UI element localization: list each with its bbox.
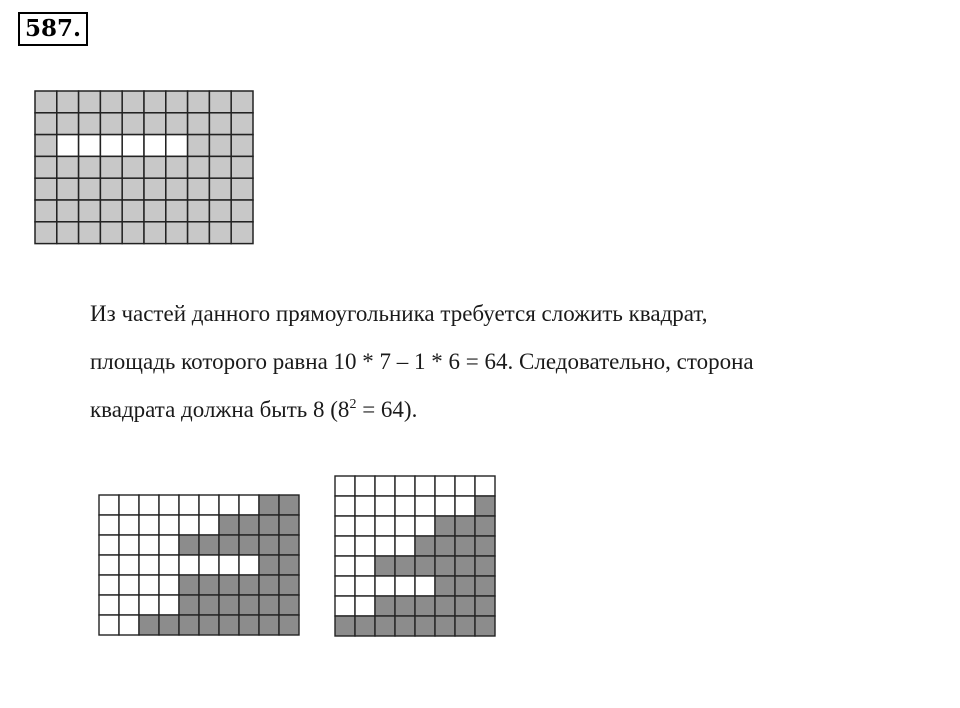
grid-cell-white bbox=[119, 575, 139, 595]
grid-cell-dark bbox=[435, 556, 455, 576]
grid-cell-white bbox=[100, 135, 122, 157]
grid-cell-grey bbox=[100, 156, 122, 178]
grid-cell-white bbox=[79, 135, 101, 157]
grid-cell-dark bbox=[475, 556, 495, 576]
grid-cell-dark bbox=[259, 535, 279, 555]
grid-cell-grey bbox=[144, 222, 166, 244]
grid-cell-white bbox=[119, 495, 139, 515]
grid-cell-dark bbox=[475, 536, 495, 556]
grid-cell-white bbox=[335, 576, 355, 596]
grid-cell-grey bbox=[166, 91, 188, 113]
grid-cell-grey bbox=[122, 91, 144, 113]
grid-cell-dark bbox=[279, 515, 299, 535]
grid-cell-dark bbox=[435, 596, 455, 616]
grid-cell-dark bbox=[395, 556, 415, 576]
grid-cell-white bbox=[335, 596, 355, 616]
grid-cell-white bbox=[395, 476, 415, 496]
solution-line-3 bbox=[90, 386, 930, 434]
grid-cell-dark bbox=[279, 575, 299, 595]
grid-cell-dark bbox=[159, 615, 179, 635]
grid-cell-grey bbox=[188, 222, 210, 244]
grid-cell-grey bbox=[35, 91, 57, 113]
grid-cell-grey bbox=[231, 156, 253, 178]
grid-cell-dark bbox=[279, 615, 299, 635]
grid-cell-dark bbox=[375, 556, 395, 576]
grid-cell-dark bbox=[355, 616, 375, 636]
grid-cell-dark bbox=[219, 615, 239, 635]
grid-cell-white bbox=[355, 476, 375, 496]
grid-cell-white bbox=[122, 135, 144, 157]
grid-cell-grey bbox=[188, 135, 210, 157]
grid-cell-dark bbox=[279, 595, 299, 615]
grid-cell-dark bbox=[475, 576, 495, 596]
grid-cell-grey bbox=[122, 222, 144, 244]
grid-cell-grey bbox=[231, 222, 253, 244]
grid-cell-dark bbox=[415, 596, 435, 616]
grid-cell-white bbox=[335, 536, 355, 556]
grid-cell-white bbox=[119, 535, 139, 555]
grid-cell-white bbox=[455, 496, 475, 516]
grid-cell-grey bbox=[188, 113, 210, 135]
grid-cell-grey bbox=[122, 156, 144, 178]
grid-cell-grey bbox=[188, 156, 210, 178]
grid-cell-dark bbox=[239, 515, 259, 535]
grid-cell-grey bbox=[209, 156, 231, 178]
grid-cell-white bbox=[335, 476, 355, 496]
grid-cell-grey bbox=[209, 91, 231, 113]
problem-number: 587. bbox=[18, 12, 88, 46]
grid-cell-grey bbox=[122, 178, 144, 200]
grid-cell-dark bbox=[455, 536, 475, 556]
grid-cell-grey bbox=[35, 200, 57, 222]
grid-cell-dark bbox=[435, 576, 455, 596]
grid-cell-dark bbox=[199, 615, 219, 635]
grid-cell-dark bbox=[219, 535, 239, 555]
grid-cell-grey bbox=[166, 156, 188, 178]
grid-cell-grey bbox=[209, 113, 231, 135]
grid-cell-dark bbox=[375, 596, 395, 616]
grid-cell-grey bbox=[79, 178, 101, 200]
grid-cell-white bbox=[166, 135, 188, 157]
grid-cell-grey bbox=[209, 200, 231, 222]
grid-cell-grey bbox=[57, 178, 79, 200]
grid-cell-white bbox=[375, 576, 395, 596]
grid-cell-white bbox=[335, 496, 355, 516]
grid-cell-white bbox=[455, 476, 475, 496]
grid-cell-grey bbox=[100, 178, 122, 200]
grid-cell-grey bbox=[231, 113, 253, 135]
grid-cell-white bbox=[335, 556, 355, 576]
grid-cell-grey bbox=[79, 200, 101, 222]
grid-cell-white bbox=[159, 595, 179, 615]
grid-cell-grey bbox=[100, 200, 122, 222]
grid-cell-white bbox=[415, 576, 435, 596]
grid-cell-white bbox=[355, 576, 375, 596]
solution-line-1: Из частей данного прямоугольника требуется сложить квадрат, bbox=[90, 301, 708, 326]
cut-rectangle-figure bbox=[98, 494, 302, 638]
grid-cell-dark bbox=[239, 615, 259, 635]
grid-cell-grey bbox=[79, 91, 101, 113]
grid-cell-grey bbox=[188, 91, 210, 113]
grid-cell-white bbox=[57, 135, 79, 157]
grid-cell-white bbox=[119, 595, 139, 615]
grid-cell-grey bbox=[144, 156, 166, 178]
grid-cell-dark bbox=[395, 616, 415, 636]
exponent: 2 bbox=[349, 397, 357, 412]
grid-cell-white bbox=[119, 555, 139, 575]
grid-cell-dark bbox=[139, 615, 159, 635]
grid-cell-white bbox=[99, 555, 119, 575]
grid-cell-white bbox=[355, 516, 375, 536]
grid-cell-white bbox=[139, 555, 159, 575]
original-rectangle-figure bbox=[34, 90, 256, 245]
grid-cell-dark bbox=[259, 555, 279, 575]
grid-cell-grey bbox=[79, 222, 101, 244]
grid-cell-dark bbox=[239, 595, 259, 615]
grid-cell-dark bbox=[435, 616, 455, 636]
grid-cell-white bbox=[159, 575, 179, 595]
grid-cell-white bbox=[335, 516, 355, 536]
grid-cell-white bbox=[239, 495, 259, 515]
grid-cell-dark bbox=[279, 535, 299, 555]
grid-cell-dark bbox=[259, 595, 279, 615]
grid-cell-grey bbox=[166, 200, 188, 222]
grid-cell-dark bbox=[455, 556, 475, 576]
grid-cell-dark bbox=[475, 496, 495, 516]
grid-cell-white bbox=[119, 615, 139, 635]
grid-cell-white bbox=[199, 515, 219, 535]
grid-cell-dark bbox=[435, 536, 455, 556]
grid-cell-grey bbox=[79, 156, 101, 178]
grid-cell-white bbox=[395, 496, 415, 516]
assembled-square-figure bbox=[334, 475, 498, 639]
grid-cell-dark bbox=[219, 595, 239, 615]
grid-cell-white bbox=[375, 496, 395, 516]
grid-cell-white bbox=[415, 496, 435, 516]
grid-cell-grey bbox=[166, 178, 188, 200]
grid-cell-white bbox=[139, 595, 159, 615]
grid-cell-grey bbox=[231, 178, 253, 200]
grid-cell-grey bbox=[209, 135, 231, 157]
grid-cell-dark bbox=[475, 516, 495, 536]
grid-cell-white bbox=[395, 516, 415, 536]
grid-cell-dark bbox=[475, 596, 495, 616]
grid-cell-white bbox=[179, 495, 199, 515]
grid-cell-grey bbox=[231, 135, 253, 157]
grid-cell-grey bbox=[57, 156, 79, 178]
grid-cell-dark bbox=[475, 616, 495, 636]
grid-cell-white bbox=[119, 515, 139, 535]
grid-cell-white bbox=[199, 495, 219, 515]
grid-cell-dark bbox=[415, 616, 435, 636]
grid-cell-dark bbox=[455, 516, 475, 536]
grid-cell-dark bbox=[259, 515, 279, 535]
grid-cell-dark bbox=[239, 575, 259, 595]
grid-cell-white bbox=[395, 536, 415, 556]
grid-cell-white bbox=[159, 495, 179, 515]
grid-cell-dark bbox=[435, 516, 455, 536]
grid-cell-grey bbox=[57, 200, 79, 222]
grid-cell-grey bbox=[35, 178, 57, 200]
grid-cell-grey bbox=[188, 200, 210, 222]
grid-cell-white bbox=[375, 536, 395, 556]
grid-cell-white bbox=[395, 576, 415, 596]
solution-paragraph bbox=[90, 290, 930, 434]
grid-cell-grey bbox=[166, 113, 188, 135]
grid-cell-grey bbox=[231, 200, 253, 222]
grid-cell-grey bbox=[144, 91, 166, 113]
grid-cell-white bbox=[139, 575, 159, 595]
grid-cell-grey bbox=[57, 222, 79, 244]
grid-cell-dark bbox=[239, 535, 259, 555]
grid-cell-dark bbox=[375, 616, 395, 636]
grid-cell-grey bbox=[35, 156, 57, 178]
grid-cell-white bbox=[355, 556, 375, 576]
grid-cell-white bbox=[139, 535, 159, 555]
grid-cell-white bbox=[99, 575, 119, 595]
grid-cell-dark bbox=[179, 575, 199, 595]
grid-cell-dark bbox=[259, 615, 279, 635]
grid-cell-grey bbox=[100, 222, 122, 244]
grid-cell-dark bbox=[455, 616, 475, 636]
grid-cell-dark bbox=[279, 555, 299, 575]
grid-cell-dark bbox=[335, 616, 355, 636]
grid-cell-grey bbox=[35, 135, 57, 157]
grid-cell-grey bbox=[79, 113, 101, 135]
grid-cell-white bbox=[415, 476, 435, 496]
grid-cell-white bbox=[239, 555, 259, 575]
grid-cell-dark bbox=[455, 596, 475, 616]
grid-cell-white bbox=[159, 515, 179, 535]
grid-cell-grey bbox=[57, 113, 79, 135]
grid-cell-white bbox=[144, 135, 166, 157]
grid-cell-dark bbox=[455, 576, 475, 596]
grid-cell-white bbox=[375, 516, 395, 536]
grid-cell-grey bbox=[231, 91, 253, 113]
grid-cell-grey bbox=[144, 113, 166, 135]
grid-cell-white bbox=[179, 515, 199, 535]
grid-cell-white bbox=[475, 476, 495, 496]
grid-cell-white bbox=[159, 535, 179, 555]
grid-cell-dark bbox=[219, 515, 239, 535]
grid-cell-grey bbox=[57, 91, 79, 113]
grid-cell-white bbox=[99, 495, 119, 515]
grid-cell-dark bbox=[395, 596, 415, 616]
grid-cell-white bbox=[99, 595, 119, 615]
grid-cell-grey bbox=[144, 178, 166, 200]
grid-cell-grey bbox=[35, 222, 57, 244]
grid-cell-dark bbox=[199, 535, 219, 555]
grid-cell-grey bbox=[209, 178, 231, 200]
grid-cell-grey bbox=[166, 222, 188, 244]
grid-cell-white bbox=[415, 516, 435, 536]
grid-cell-white bbox=[199, 555, 219, 575]
grid-cell-dark bbox=[415, 536, 435, 556]
solution-line-2: площадь которого равна 10 * 7 – 1 * 6 = 64. Следовательно, сторона bbox=[90, 349, 754, 374]
grid-cell-dark bbox=[199, 575, 219, 595]
solution-line-3-start: квадрата должна быть 8 (8 bbox=[90, 397, 350, 422]
grid-cell-grey bbox=[100, 91, 122, 113]
grid-cell-white bbox=[375, 476, 395, 496]
grid-cell-white bbox=[355, 496, 375, 516]
grid-cell-dark bbox=[179, 615, 199, 635]
grid-cell-grey bbox=[188, 178, 210, 200]
grid-cell-dark bbox=[259, 495, 279, 515]
grid-cell-dark bbox=[279, 495, 299, 515]
grid-cell-white bbox=[435, 496, 455, 516]
grid-cell-white bbox=[159, 555, 179, 575]
grid-cell-dark bbox=[179, 535, 199, 555]
grid-cell-dark bbox=[219, 575, 239, 595]
grid-cell-white bbox=[139, 495, 159, 515]
grid-cell-grey bbox=[122, 200, 144, 222]
grid-cell-dark bbox=[259, 575, 279, 595]
grid-cell-dark bbox=[179, 595, 199, 615]
grid-cell-grey bbox=[122, 113, 144, 135]
grid-cell-white bbox=[219, 555, 239, 575]
grid-cell-dark bbox=[415, 556, 435, 576]
grid-cell-white bbox=[179, 555, 199, 575]
grid-cell-dark bbox=[199, 595, 219, 615]
grid-cell-white bbox=[355, 536, 375, 556]
grid-cell-grey bbox=[144, 200, 166, 222]
grid-cell-white bbox=[219, 495, 239, 515]
grid-cell-white bbox=[99, 535, 119, 555]
grid-cell-white bbox=[139, 515, 159, 535]
grid-cell-white bbox=[355, 596, 375, 616]
grid-cell-white bbox=[435, 476, 455, 496]
grid-cell-white bbox=[99, 615, 119, 635]
grid-cell-white bbox=[99, 515, 119, 535]
grid-cell-grey bbox=[209, 222, 231, 244]
grid-cell-grey bbox=[100, 113, 122, 135]
grid-cell-grey bbox=[35, 113, 57, 135]
solution-line-3-end: = 64). bbox=[356, 397, 418, 422]
